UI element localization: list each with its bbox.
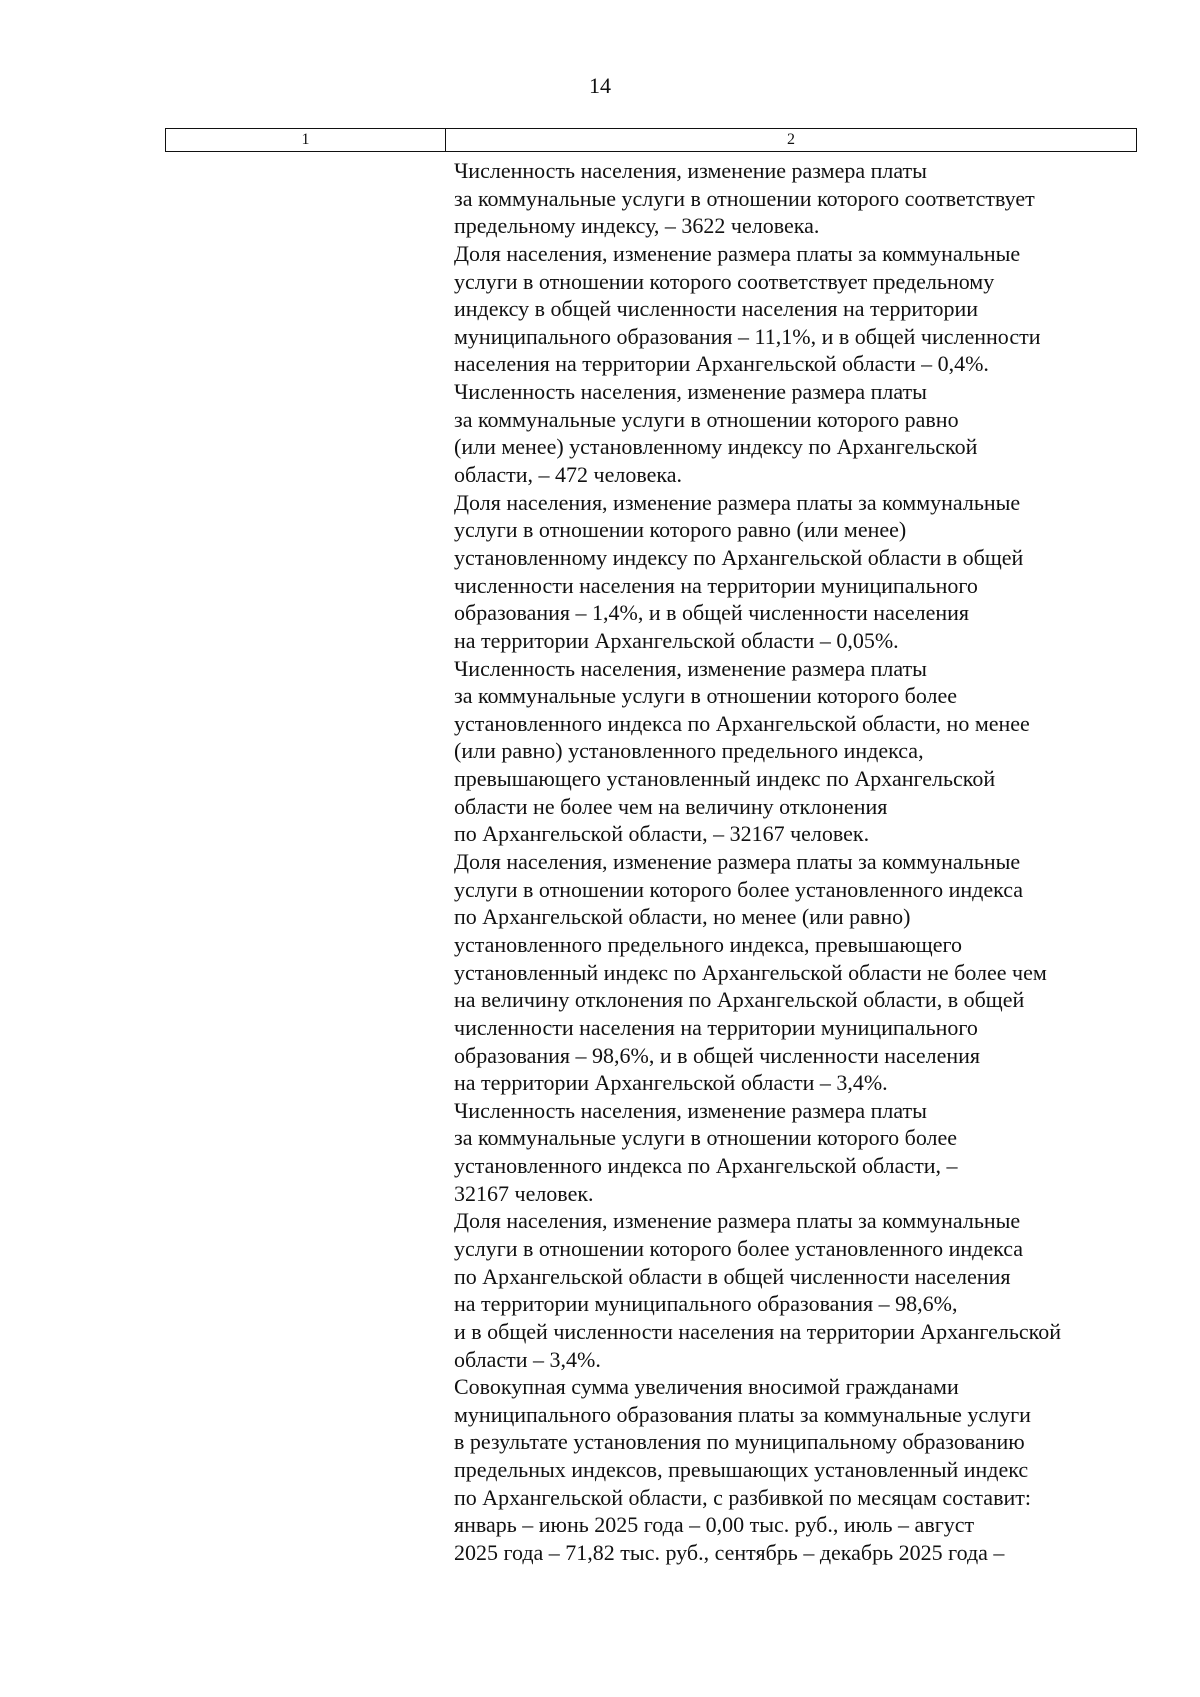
text-line: на территории Архангельской области – 0,05%.	[454, 627, 899, 653]
text-line: области – 3,4%.	[454, 1346, 601, 1372]
text-line: образования – 98,6%, и в общей численности населения	[454, 1042, 981, 1068]
text-line: установленный индекс по Архангельской области не более чем	[454, 959, 1047, 985]
text-line: по Архангельской области, но менее (или равно)	[454, 904, 911, 930]
text-line: за коммунальные услуги в отношении которого более	[454, 683, 958, 709]
text-line: муниципального образования платы за коммунальные услуги	[454, 1401, 1031, 1427]
text-line: области не более чем на величину отклонения	[454, 793, 888, 819]
text-line: за коммунальные услуги в отношении которого более	[454, 1125, 958, 1151]
text-line: услуги в отношении которого соответствует предельному	[454, 268, 995, 294]
text-line: Доля населения, изменение размера платы за коммунальные	[454, 240, 1021, 266]
text-line: услуги в отношении которого более установленного индекса	[454, 876, 1024, 902]
text-line: Численность населения, изменение размера платы	[454, 655, 927, 681]
text-line: Доля населения, изменение размера платы за коммунальные	[454, 489, 1021, 515]
text-line: предельных индексов, превышающих установленный индекс	[454, 1457, 1029, 1483]
text-line: по Архангельской области в общей численности населения	[454, 1263, 1011, 1289]
text-line: установленного предельного индекса, превышающего	[454, 931, 962, 957]
text-line: 2025 года – 71,82 тыс. руб., сентябрь – декабрь 2025 года –	[454, 1540, 1005, 1566]
text-line: за коммунальные услуги в отношении которого равно	[454, 406, 959, 432]
text-line: (или менее) установленному индексу по Архангельской	[454, 434, 978, 460]
text-line: индексу в общей численности населения на территории	[454, 296, 979, 322]
text-line: Доля населения, изменение размера платы за коммунальные	[454, 1208, 1021, 1234]
text-line: на территории Архангельской области – 3,4%.	[454, 1070, 888, 1096]
text-line: январь – июнь 2025 года – 0,00 тыс. руб., июль – август	[454, 1512, 975, 1538]
text-line: в результате установления по муниципальному образованию	[454, 1429, 1025, 1455]
text-line: по Архангельской области, с разбивкой по месяцам составит:	[454, 1484, 1031, 1510]
table-header-col2: 2	[787, 131, 795, 148]
text-line: муниципального образования – 11,1%, и в общей численности	[454, 323, 1041, 349]
text-line: образования – 1,4%, и в общей численности населения	[454, 600, 970, 626]
table-cell-col2-text	[454, 157, 1154, 1567]
text-line: Численность населения, изменение размера платы	[454, 379, 927, 405]
text-line: по Архангельской области, – 32167 человек.	[454, 821, 870, 847]
text-line: Доля населения, изменение размера платы за коммунальные	[454, 849, 1021, 875]
text-line: установленного индекса по Архангельской области, –	[454, 1153, 958, 1179]
text-line: численности населения на территории муниципального	[454, 1014, 978, 1040]
table-header-col1: 1	[166, 129, 446, 151]
text-line: Совокупная сумма увеличения вносимой гражданами	[454, 1374, 959, 1400]
text-line: установленного индекса по Архангельской области, но менее	[454, 710, 1030, 736]
text-line: услуги в отношении которого равно (или менее)	[454, 517, 907, 543]
text-line: Численность населения, изменение размера платы	[454, 1097, 927, 1123]
page-number: 14	[589, 73, 611, 98]
text-line: численности населения на территории муниципального	[454, 572, 978, 598]
text-line: области, – 472 человека.	[454, 462, 682, 488]
text-line: (или равно) установленного предельного индекса,	[454, 738, 924, 764]
text-line: 32167 человек.	[454, 1180, 594, 1206]
text-line: за коммунальные услуги в отношении которого соответствует	[454, 185, 1035, 211]
text-line: на величину отклонения по Архангельской области, в общей	[454, 987, 1025, 1013]
text-line: населения на территории Архангельской области – 0,4%.	[454, 351, 989, 377]
text-line: услуги в отношении которого более установленного индекса	[454, 1235, 1024, 1261]
text-line: установленному индексу по Архангельской области в общей	[454, 544, 1024, 570]
text-line: и в общей численности населения на территории Архангельской	[454, 1318, 1061, 1344]
text-line: на территории муниципального образования – 98,6%,	[454, 1291, 958, 1317]
text-line: превышающего установленный индекс по Архангельской	[454, 766, 996, 792]
text-line: Численность населения, изменение размера платы	[454, 158, 927, 183]
text-line: предельному индексу, – 3622 человека.	[454, 213, 820, 239]
table-header-row	[165, 128, 1137, 152]
